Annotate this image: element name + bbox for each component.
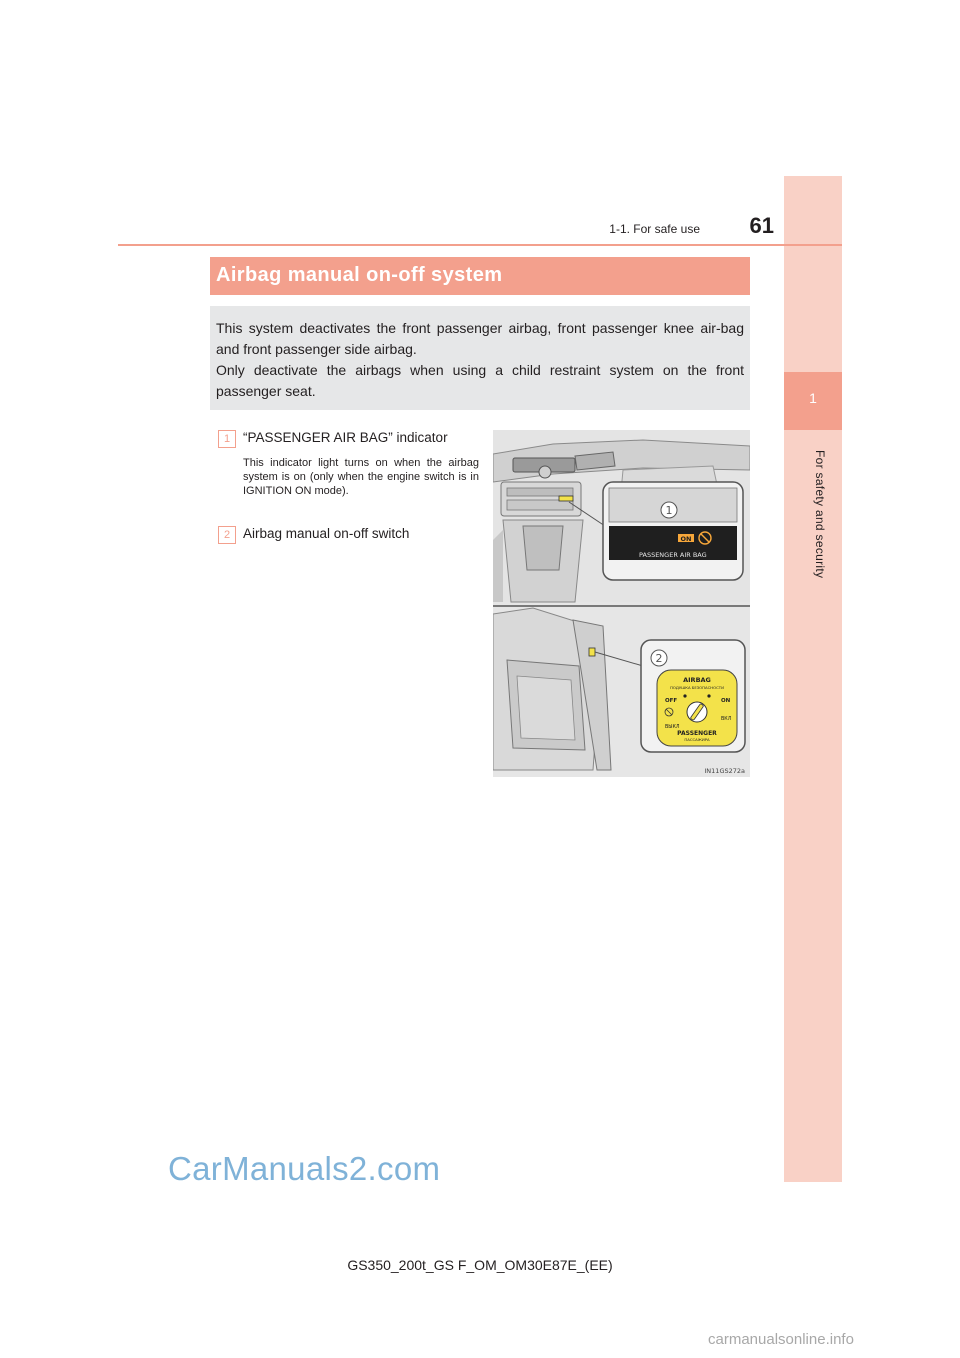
intro-box <box>210 306 750 410</box>
chapter-number: 1 <box>809 390 817 406</box>
section-heading <box>210 257 750 295</box>
illustration-drawing <box>493 430 750 777</box>
chapter-label: For safety and security <box>813 450 827 579</box>
callout-number-2: 2 <box>218 526 236 544</box>
section-heading-text: Airbag manual on-off system <box>216 264 503 286</box>
callout-description-1: This indicator light turns on when the airbag system is on (only when the engine switch is in IGNITION ON mode). <box>243 457 479 497</box>
header-rule <box>118 244 842 246</box>
intro-paragraph-2: Only deactivate the airbags when using a child restraint system on the front passenger seat. <box>216 362 744 399</box>
watermark-logo: CarManuals2.com <box>168 1150 441 1187</box>
switch-on-label: ON <box>721 698 731 704</box>
callout-number-1: 1 <box>218 430 236 448</box>
callout-label-1: “PASSENGER AIR BAG” indicator <box>243 430 448 445</box>
indicator-passenger-text: PASSENGER AIR BAG <box>639 551 707 559</box>
indicator-on-text: ON <box>680 535 692 543</box>
switch-passenger-ru-label: ПАССАЖИРА <box>684 737 710 742</box>
illustration-callout-1: 1 <box>665 504 673 517</box>
callout-label-2: Airbag manual on-off switch <box>243 526 410 541</box>
airbag-system-illustration <box>493 430 750 777</box>
switch-airbag-ru-label: ПОДУШКА БЕЗОПАСНОСТИ <box>670 685 724 690</box>
illustration-callout-2: 2 <box>655 652 663 665</box>
switch-on-ru-label: ВКЛ <box>721 717 732 722</box>
switch-off-ru-label: ВЫКЛ <box>665 725 680 730</box>
intro-paragraph-1: This system deactivates the front passenger airbag, front passenger knee air-bag and front passenger side airbag. <box>216 320 744 357</box>
page-number: 61 <box>749 213 774 238</box>
section-title: 1-1. For safe use <box>609 222 700 236</box>
corner-watermark: carmanualsonline.info <box>708 1331 854 1348</box>
switch-airbag-label: AIRBAG <box>683 676 711 684</box>
document-code: GS350_200t_GS F_OM_OM30E87E_(EE) <box>347 1257 613 1273</box>
switch-passenger-label: PASSENGER <box>677 730 717 737</box>
chapter-side-tab <box>784 176 842 1182</box>
illustration-code: IN11GS272a <box>704 767 745 775</box>
switch-off-label: OFF <box>665 698 678 704</box>
